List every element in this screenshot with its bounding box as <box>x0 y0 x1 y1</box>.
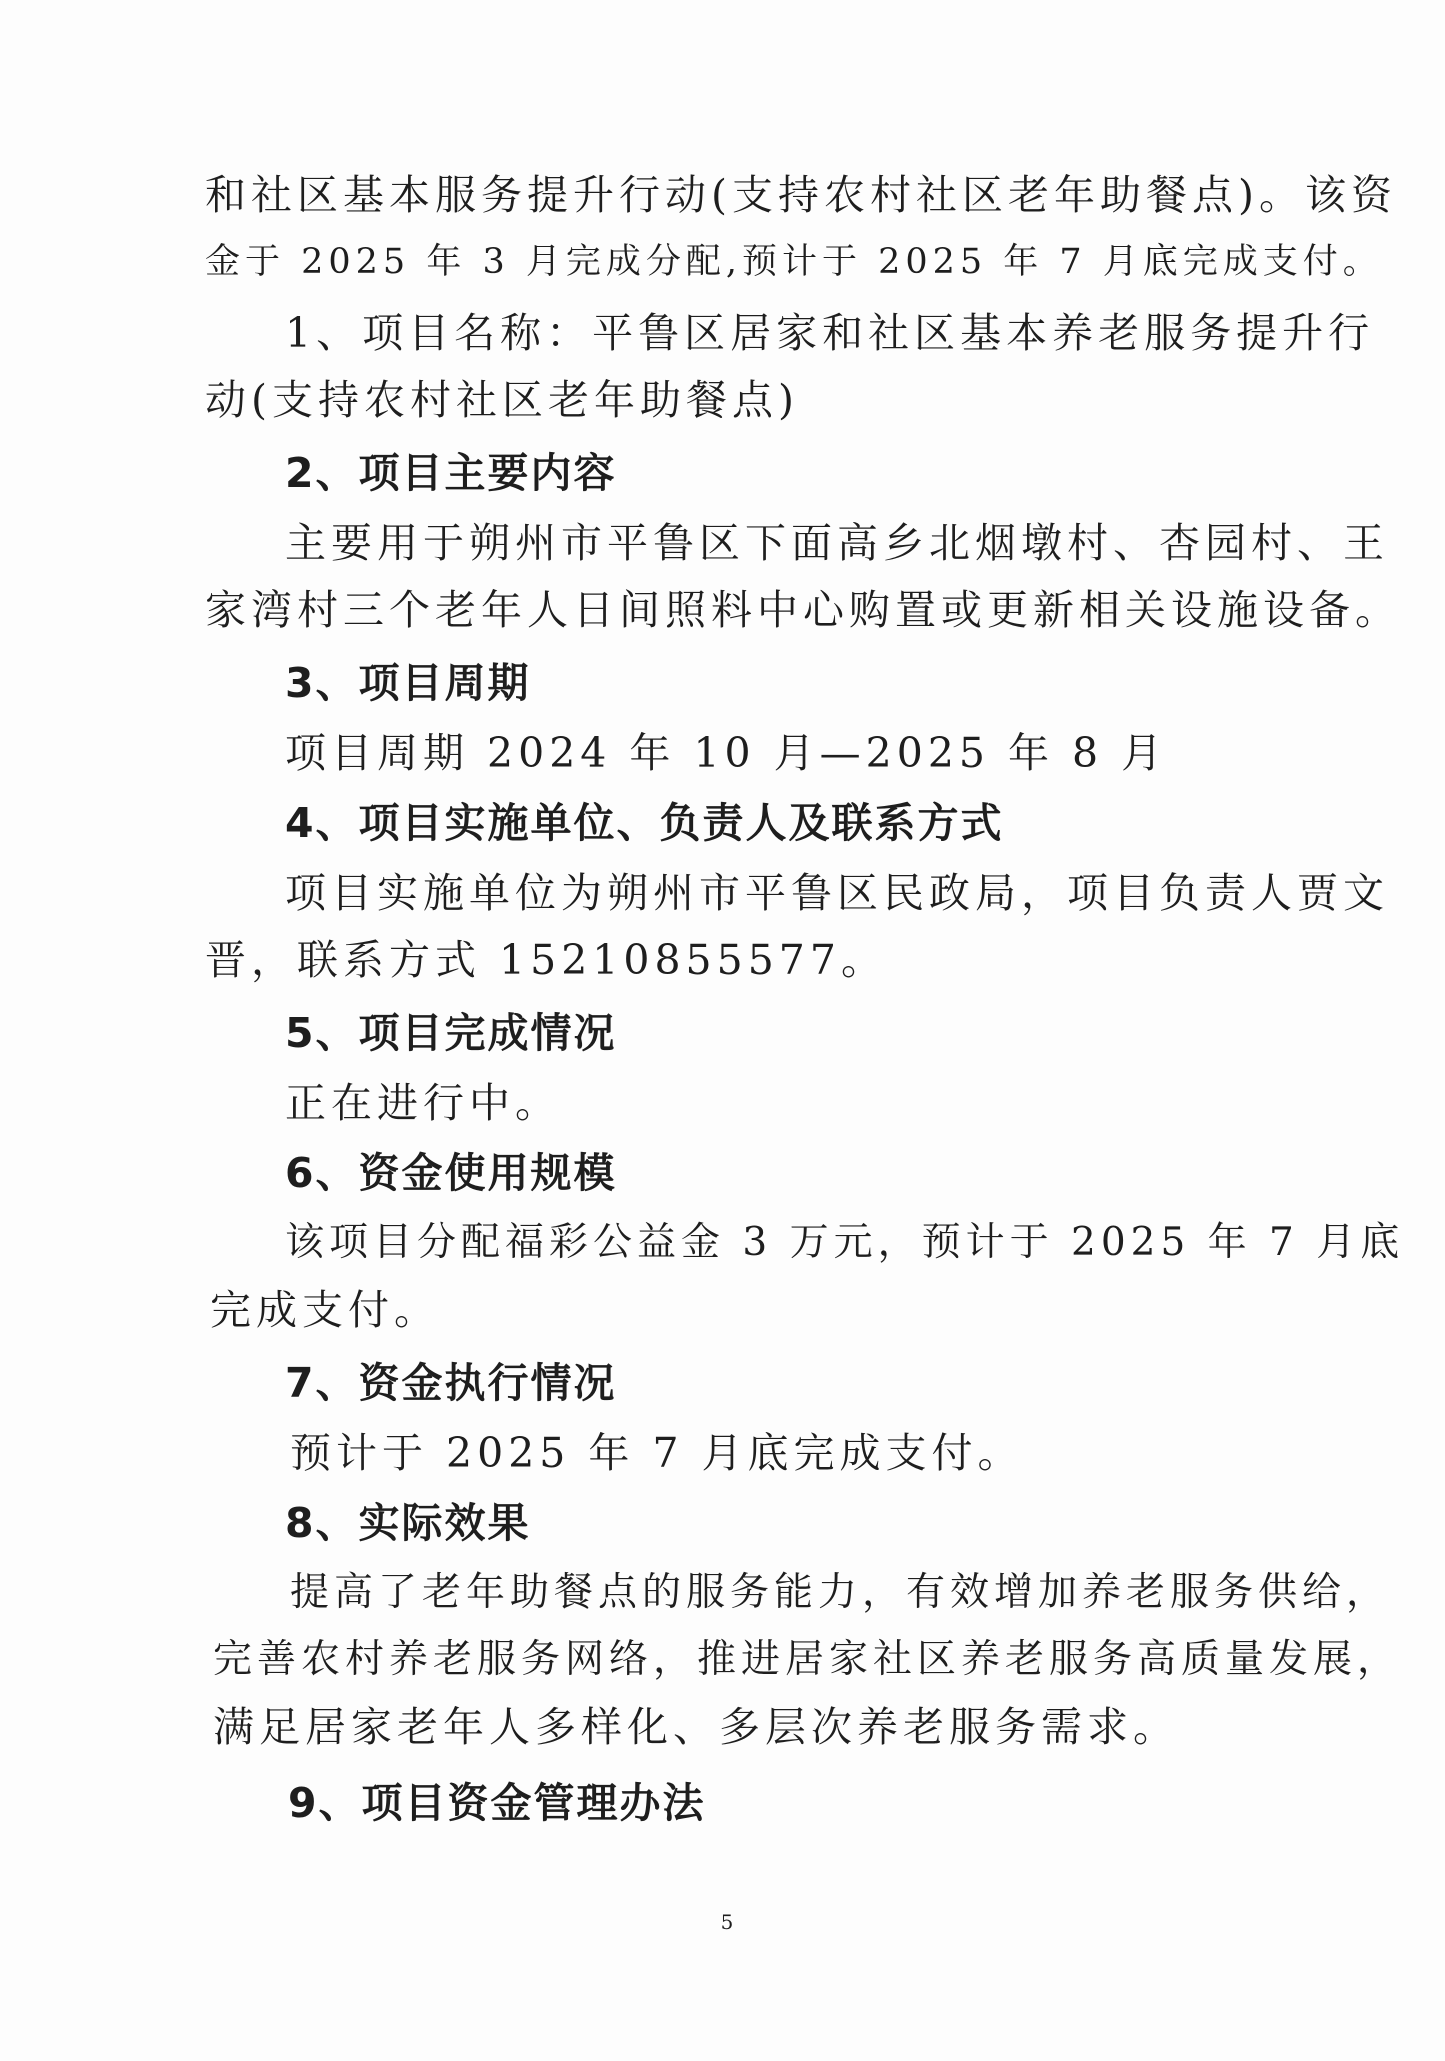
paragraph-line: 满足居家老年人多样化、多层次养老服务需求。 <box>213 1703 1179 1751</box>
paragraph-line: 完善农村养老服务网络，推进居家社区养老服务高质量发展， <box>213 1637 1402 1682</box>
paragraph-line: 提高了老年助餐点的服务能力，有效增加养老服务供给， <box>290 1570 1391 1615</box>
paragraph-line: 动(支持农村社区老年助餐点) <box>205 376 799 424</box>
section-8-heading: 8、实际效果 <box>285 1499 531 1547</box>
paragraph-line: 项目周期 2024 年 10 月—2025 年 8 月 <box>285 729 1168 777</box>
paragraph-line: 主要用于朔州市平鲁区下面高乡北烟墩村、杏园村、王 <box>285 519 1389 567</box>
paragraph-line: 家湾村三个老年人日间照料中心购置或更新相关设施设备。 <box>205 586 1401 634</box>
paragraph-line: 完成支付。 <box>210 1286 440 1334</box>
paragraph-line: 晋，联系方式 15210855577。 <box>205 936 887 984</box>
section-7-heading: 7、资金执行情况 <box>285 1359 617 1407</box>
page-number: 5 <box>720 1910 734 1934</box>
section-5-heading: 5、项目完成情况 <box>285 1009 617 1057</box>
paragraph-line: 正在进行中。 <box>285 1079 561 1127</box>
section-6-heading: 6、资金使用规模 <box>285 1149 617 1197</box>
section-4-heading: 4、项目实施单位、负责人及联系方式 <box>285 799 1004 847</box>
paragraph-line: 和社区基本服务提升行动(支持农村社区老年助餐点)。该资 <box>205 171 1397 219</box>
section-3-heading: 3、项目周期 <box>285 659 531 707</box>
section-9-heading: 9、项目资金管理办法 <box>288 1779 706 1827</box>
paragraph-line: 该项目分配福彩公益金 3 万元，预计于 2025 年 7 月底 <box>285 1220 1405 1265</box>
section-1-heading: 1、项目名称：平鲁区居家和社区基本养老服务提升行 <box>285 309 1375 357</box>
paragraph-line: 预计于 2025 年 7 月底完成支付。 <box>290 1429 1024 1477</box>
paragraph-line: 项目实施单位为朔州市平鲁区民政局，项目负责人贾文 <box>285 869 1389 917</box>
section-2-heading: 2、项目主要内容 <box>285 449 617 497</box>
paragraph-line: 金于 2025 年 3 月完成分配,预计于 2025 年 7 月底完成支付。 <box>205 242 1383 282</box>
